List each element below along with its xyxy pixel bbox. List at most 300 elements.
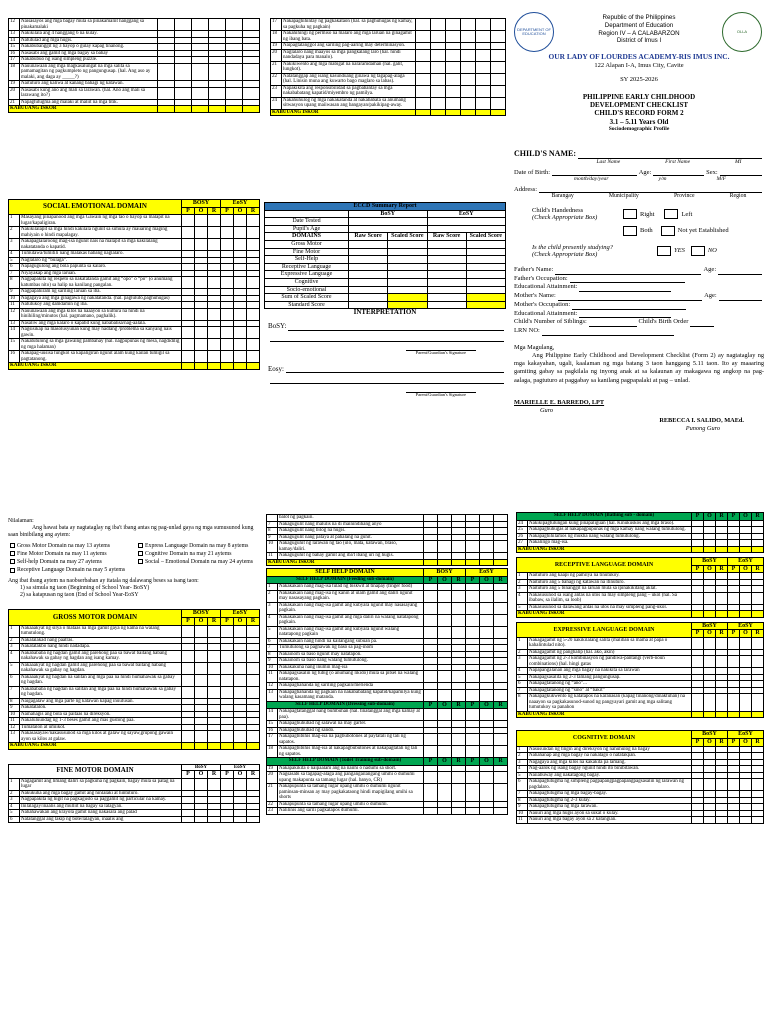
bosy-interp-field[interactable] (288, 323, 504, 331)
score-cell[interactable] (431, 19, 446, 31)
score-cell[interactable] (194, 215, 207, 227)
score-cell[interactable] (451, 671, 465, 683)
score-cell[interactable] (461, 31, 476, 43)
score-cell[interactable] (207, 308, 220, 320)
score-cell[interactable] (181, 239, 194, 251)
checkbox-icon[interactable] (138, 551, 143, 556)
eccd-score-cell[interactable] (427, 248, 466, 256)
score-cell[interactable] (423, 772, 437, 784)
score-cell[interactable] (491, 61, 506, 73)
score-cell[interactable] (182, 778, 195, 790)
score-cell[interactable] (692, 592, 704, 604)
total-cell[interactable] (466, 559, 480, 566)
eosy-interp-field[interactable] (286, 366, 504, 374)
score-cell[interactable] (207, 215, 220, 227)
score-cell[interactable] (728, 817, 740, 824)
total-cell[interactable] (207, 363, 220, 370)
total-cell[interactable] (704, 546, 716, 553)
eccd-score-cell[interactable] (427, 256, 466, 264)
score-cell[interactable] (247, 227, 260, 239)
score-cell[interactable] (476, 19, 491, 31)
score-cell[interactable] (221, 816, 234, 823)
score-cell[interactable] (480, 808, 494, 815)
score-cell[interactable] (451, 784, 465, 802)
total-cell[interactable] (716, 611, 728, 618)
score-cell[interactable] (247, 327, 260, 339)
score-cell[interactable] (194, 239, 207, 251)
score-cell[interactable] (234, 327, 247, 339)
score-cell[interactable] (466, 614, 480, 626)
score-cell[interactable] (716, 694, 728, 712)
score-cell[interactable] (234, 662, 247, 674)
score-cell[interactable] (716, 637, 728, 649)
total-cell[interactable] (704, 611, 716, 618)
total-cell[interactable] (181, 363, 194, 370)
eccd-score-cell[interactable] (466, 263, 505, 271)
score-cell[interactable] (466, 784, 480, 802)
score-cell[interactable] (466, 689, 480, 701)
total-cell[interactable] (194, 743, 207, 750)
score-cell[interactable] (476, 85, 491, 97)
score-cell[interactable] (247, 674, 260, 686)
total-cell[interactable] (416, 109, 431, 116)
score-cell[interactable] (740, 637, 752, 649)
total-cell[interactable] (716, 711, 728, 718)
mother-name-field[interactable] (558, 292, 702, 301)
score-cell[interactable] (480, 734, 494, 746)
total-cell[interactable] (740, 546, 752, 553)
score-cell[interactable] (192, 63, 209, 81)
score-cell[interactable] (437, 709, 451, 721)
total-cell[interactable] (704, 711, 716, 718)
eccd-score-cell[interactable] (427, 240, 466, 248)
score-cell[interactable] (175, 19, 192, 31)
score-cell[interactable] (431, 73, 446, 85)
score-cell[interactable] (234, 816, 247, 823)
eosy-signature-line[interactable]: Parent/Guardian's Signature (406, 392, 476, 398)
score-cell[interactable] (494, 784, 508, 802)
eccd-score-cell[interactable] (427, 263, 466, 271)
score-cell[interactable] (207, 239, 220, 251)
score-cell[interactable] (752, 694, 764, 712)
checkbox-icon[interactable] (10, 551, 15, 556)
score-cell[interactable] (247, 650, 260, 662)
score-cell[interactable] (207, 625, 220, 637)
score-cell[interactable] (494, 541, 508, 553)
total-cell[interactable] (207, 743, 220, 750)
score-cell[interactable] (247, 239, 260, 251)
score-cell[interactable] (728, 656, 740, 668)
score-cell[interactable] (494, 709, 508, 721)
score-cell[interactable] (226, 19, 243, 31)
score-cell[interactable] (221, 339, 234, 351)
score-cell[interactable] (194, 327, 207, 339)
score-cell[interactable] (181, 731, 194, 743)
score-cell[interactable] (247, 686, 260, 698)
score-cell[interactable] (446, 49, 461, 61)
score-cell[interactable] (423, 746, 437, 758)
score-cell[interactable] (466, 626, 480, 638)
score-cell[interactable] (704, 817, 716, 824)
score-cell[interactable] (437, 626, 451, 638)
father-age-field[interactable] (718, 266, 762, 275)
score-cell[interactable] (466, 602, 480, 614)
score-cell[interactable] (226, 87, 243, 99)
eccd-score-cell[interactable] (388, 278, 427, 286)
total-cell[interactable] (234, 363, 247, 370)
score-cell[interactable] (194, 351, 207, 363)
score-cell[interactable] (207, 327, 220, 339)
score-cell[interactable] (480, 772, 494, 784)
right-checkbox[interactable] (623, 209, 637, 219)
score-cell[interactable] (423, 590, 437, 602)
score-cell[interactable] (226, 63, 243, 81)
total-cell[interactable] (175, 106, 192, 113)
score-cell[interactable] (221, 731, 234, 743)
total-cell[interactable] (446, 109, 461, 116)
total-cell[interactable] (692, 611, 704, 618)
father-educ-field[interactable] (579, 283, 670, 292)
score-cell[interactable] (480, 541, 494, 553)
total-cell[interactable] (480, 559, 494, 566)
score-cell[interactable] (423, 808, 437, 815)
score-cell[interactable] (494, 602, 508, 614)
score-cell[interactable] (181, 662, 194, 674)
total-cell[interactable] (194, 363, 207, 370)
score-cell[interactable] (181, 308, 194, 320)
score-cell[interactable] (692, 817, 704, 824)
eccd-score-cell[interactable] (466, 256, 505, 264)
score-cell[interactable] (437, 602, 451, 614)
total-cell[interactable] (752, 546, 764, 553)
score-cell[interactable] (416, 73, 431, 85)
score-cell[interactable] (476, 97, 491, 109)
score-cell[interactable] (234, 731, 247, 743)
score-cell[interactable] (704, 779, 716, 791)
eccd-score-cell[interactable] (349, 263, 388, 271)
score-cell[interactable] (716, 779, 728, 791)
score-cell[interactable] (221, 239, 234, 251)
score-cell[interactable] (416, 97, 431, 109)
score-cell[interactable] (451, 746, 465, 758)
total-cell[interactable] (221, 743, 234, 750)
score-cell[interactable] (446, 19, 461, 31)
score-cell[interactable] (181, 215, 194, 227)
score-cell[interactable] (431, 97, 446, 109)
score-cell[interactable] (234, 227, 247, 239)
score-cell[interactable] (423, 671, 437, 683)
eccd-score-cell[interactable] (466, 248, 505, 256)
score-cell[interactable] (423, 602, 437, 614)
eosy-date-cell[interactable] (427, 218, 506, 226)
score-cell[interactable] (207, 686, 220, 698)
score-cell[interactable] (221, 227, 234, 239)
score-cell[interactable] (494, 689, 508, 701)
score-cell[interactable] (181, 686, 194, 698)
score-cell[interactable] (207, 662, 220, 674)
score-cell[interactable] (431, 61, 446, 73)
score-cell[interactable] (740, 656, 752, 668)
total-cell[interactable] (716, 546, 728, 553)
score-cell[interactable] (221, 308, 234, 320)
score-cell[interactable] (466, 734, 480, 746)
score-cell[interactable] (437, 746, 451, 758)
score-cell[interactable] (480, 709, 494, 721)
score-cell[interactable] (207, 674, 220, 686)
score-cell[interactable] (158, 19, 175, 31)
score-cell[interactable] (207, 227, 220, 239)
total-cell[interactable] (431, 109, 446, 116)
eccd-score-cell[interactable] (388, 248, 427, 256)
score-cell[interactable] (247, 351, 260, 363)
total-cell[interactable] (728, 611, 740, 618)
score-cell[interactable] (416, 61, 431, 73)
score-cell[interactable] (752, 592, 764, 604)
bosy-interp-field-2[interactable] (270, 341, 504, 342)
eccd-score-cell[interactable] (427, 271, 466, 279)
score-cell[interactable] (182, 816, 195, 823)
score-cell[interactable] (461, 97, 476, 109)
score-cell[interactable] (207, 351, 220, 363)
eccd-score-cell[interactable] (349, 248, 388, 256)
score-cell[interactable] (194, 227, 207, 239)
score-cell[interactable] (461, 19, 476, 31)
score-cell[interactable] (692, 637, 704, 649)
score-cell[interactable] (194, 339, 207, 351)
score-cell[interactable] (243, 87, 260, 99)
total-cell[interactable] (226, 106, 243, 113)
score-cell[interactable] (480, 689, 494, 701)
score-cell[interactable] (221, 625, 234, 637)
eccd-score-cell[interactable] (349, 278, 388, 286)
score-cell[interactable] (704, 592, 716, 604)
mother-educ-field[interactable] (579, 310, 670, 319)
age-field[interactable] (653, 168, 704, 176)
score-cell[interactable] (437, 590, 451, 602)
total-cell[interactable] (438, 559, 452, 566)
score-cell[interactable] (195, 778, 208, 790)
score-cell[interactable] (221, 351, 234, 363)
siblings-field[interactable] (589, 318, 637, 327)
eccd-score-cell[interactable] (466, 271, 505, 279)
score-cell[interactable] (192, 87, 209, 99)
score-cell[interactable] (158, 87, 175, 99)
bosy-age-cell[interactable] (349, 225, 428, 233)
score-cell[interactable] (247, 277, 260, 289)
eccd-score-cell[interactable] (466, 278, 505, 286)
score-cell[interactable] (476, 61, 491, 73)
score-cell[interactable] (437, 734, 451, 746)
score-cell[interactable] (194, 650, 207, 662)
dob-field[interactable] (552, 168, 637, 176)
sum-eosy-cell[interactable] (466, 294, 505, 302)
score-cell[interactable] (209, 87, 226, 99)
score-cell[interactable] (461, 85, 476, 97)
score-cell[interactable] (728, 637, 740, 649)
score-cell[interactable] (175, 87, 192, 99)
score-cell[interactable] (234, 308, 247, 320)
checkbox-icon[interactable] (138, 543, 143, 548)
score-cell[interactable] (221, 650, 234, 662)
score-cell[interactable] (247, 339, 260, 351)
score-cell[interactable] (480, 746, 494, 758)
score-cell[interactable] (461, 49, 476, 61)
score-cell[interactable] (752, 656, 764, 668)
score-cell[interactable] (207, 731, 220, 743)
score-cell[interactable] (423, 614, 437, 626)
std-eosy-cell[interactable] (466, 301, 505, 309)
eccd-score-cell[interactable] (388, 240, 427, 248)
score-cell[interactable] (247, 215, 260, 227)
score-cell[interactable] (491, 31, 506, 43)
total-cell[interactable] (181, 743, 194, 750)
eosy-age-cell[interactable] (427, 225, 506, 233)
total-cell[interactable] (728, 711, 740, 718)
score-cell[interactable] (416, 19, 431, 31)
eccd-score-cell[interactable] (466, 286, 505, 294)
score-cell[interactable] (431, 49, 446, 61)
score-cell[interactable] (692, 656, 704, 668)
score-cell[interactable] (494, 734, 508, 746)
total-cell[interactable] (221, 363, 234, 370)
score-cell[interactable] (234, 277, 247, 289)
score-cell[interactable] (494, 746, 508, 758)
score-cell[interactable] (491, 73, 506, 85)
score-cell[interactable] (423, 689, 437, 701)
score-cell[interactable] (194, 686, 207, 698)
score-cell[interactable] (740, 694, 752, 712)
sex-field[interactable] (720, 168, 762, 176)
score-cell[interactable] (480, 626, 494, 638)
score-cell[interactable] (437, 772, 451, 784)
score-cell[interactable] (752, 817, 764, 824)
score-cell[interactable] (494, 772, 508, 784)
score-cell[interactable] (466, 541, 480, 553)
sum-bosy-cell[interactable] (388, 294, 427, 302)
child-name-field[interactable] (578, 151, 762, 159)
score-cell[interactable] (451, 614, 465, 626)
score-cell[interactable] (181, 674, 194, 686)
total-cell[interactable] (752, 711, 764, 718)
eccd-score-cell[interactable] (388, 286, 427, 294)
score-cell[interactable] (452, 541, 466, 553)
score-cell[interactable] (181, 650, 194, 662)
score-cell[interactable] (494, 614, 508, 626)
father-occ-field[interactable] (570, 275, 685, 284)
score-cell[interactable] (247, 778, 260, 790)
score-cell[interactable] (446, 73, 461, 85)
score-cell[interactable] (692, 779, 704, 791)
total-cell[interactable] (476, 109, 491, 116)
score-cell[interactable] (209, 63, 226, 81)
score-cell[interactable] (704, 694, 716, 712)
score-cell[interactable] (221, 686, 234, 698)
left-checkbox[interactable] (664, 209, 678, 219)
score-cell[interactable] (451, 626, 465, 638)
score-cell[interactable] (234, 674, 247, 686)
score-cell[interactable] (451, 689, 465, 701)
score-cell[interactable] (692, 694, 704, 712)
score-cell[interactable] (494, 808, 508, 815)
score-cell[interactable] (247, 731, 260, 743)
score-cell[interactable] (194, 625, 207, 637)
score-cell[interactable] (234, 650, 247, 662)
score-cell[interactable] (431, 31, 446, 43)
score-cell[interactable] (431, 85, 446, 97)
score-cell[interactable] (181, 351, 194, 363)
score-cell[interactable] (480, 602, 494, 614)
total-cell[interactable] (692, 546, 704, 553)
score-cell[interactable] (243, 63, 260, 81)
score-cell[interactable] (416, 31, 431, 43)
score-cell[interactable] (494, 671, 508, 683)
score-cell[interactable] (175, 63, 192, 81)
score-cell[interactable] (234, 351, 247, 363)
score-cell[interactable] (451, 734, 465, 746)
score-cell[interactable] (491, 85, 506, 97)
score-cell[interactable] (423, 709, 437, 721)
checkbox-icon[interactable] (10, 559, 15, 564)
score-cell[interactable] (716, 592, 728, 604)
address-field[interactable] (539, 185, 762, 193)
score-cell[interactable] (451, 709, 465, 721)
score-cell[interactable] (247, 308, 260, 320)
score-cell[interactable] (466, 590, 480, 602)
score-cell[interactable] (207, 277, 220, 289)
total-cell[interactable] (692, 711, 704, 718)
total-cell[interactable] (452, 559, 466, 566)
score-cell[interactable] (234, 625, 247, 637)
score-cell[interactable] (208, 778, 221, 790)
score-cell[interactable] (480, 784, 494, 802)
total-cell[interactable] (247, 743, 260, 750)
eccd-score-cell[interactable] (466, 240, 505, 248)
total-cell[interactable] (424, 559, 438, 566)
score-cell[interactable] (476, 73, 491, 85)
score-cell[interactable] (752, 779, 764, 791)
score-cell[interactable] (247, 662, 260, 674)
score-cell[interactable] (437, 784, 451, 802)
score-cell[interactable] (437, 671, 451, 683)
score-cell[interactable] (423, 784, 437, 802)
score-cell[interactable] (247, 625, 260, 637)
eccd-score-cell[interactable] (388, 263, 427, 271)
score-cell[interactable] (740, 817, 752, 824)
score-cell[interactable] (480, 671, 494, 683)
score-cell[interactable] (728, 694, 740, 712)
score-cell[interactable] (494, 590, 508, 602)
score-cell[interactable] (466, 772, 480, 784)
bosy-signature-line[interactable]: Parent/Guardian's Signature (406, 350, 476, 356)
score-cell[interactable] (704, 656, 716, 668)
bosy-date-cell[interactable] (349, 218, 428, 226)
eccd-score-cell[interactable] (388, 256, 427, 264)
total-cell[interactable] (740, 611, 752, 618)
score-cell[interactable] (181, 327, 194, 339)
score-cell[interactable] (234, 339, 247, 351)
score-cell[interactable] (728, 592, 740, 604)
total-cell[interactable] (740, 711, 752, 718)
both-checkbox[interactable] (623, 226, 637, 236)
score-cell[interactable] (461, 61, 476, 73)
score-cell[interactable] (728, 779, 740, 791)
checkbox-icon[interactable] (10, 543, 15, 548)
score-cell[interactable] (466, 746, 480, 758)
score-cell[interactable] (740, 779, 752, 791)
score-cell[interactable] (194, 308, 207, 320)
score-cell[interactable] (234, 778, 247, 790)
total-cell[interactable] (461, 109, 476, 116)
